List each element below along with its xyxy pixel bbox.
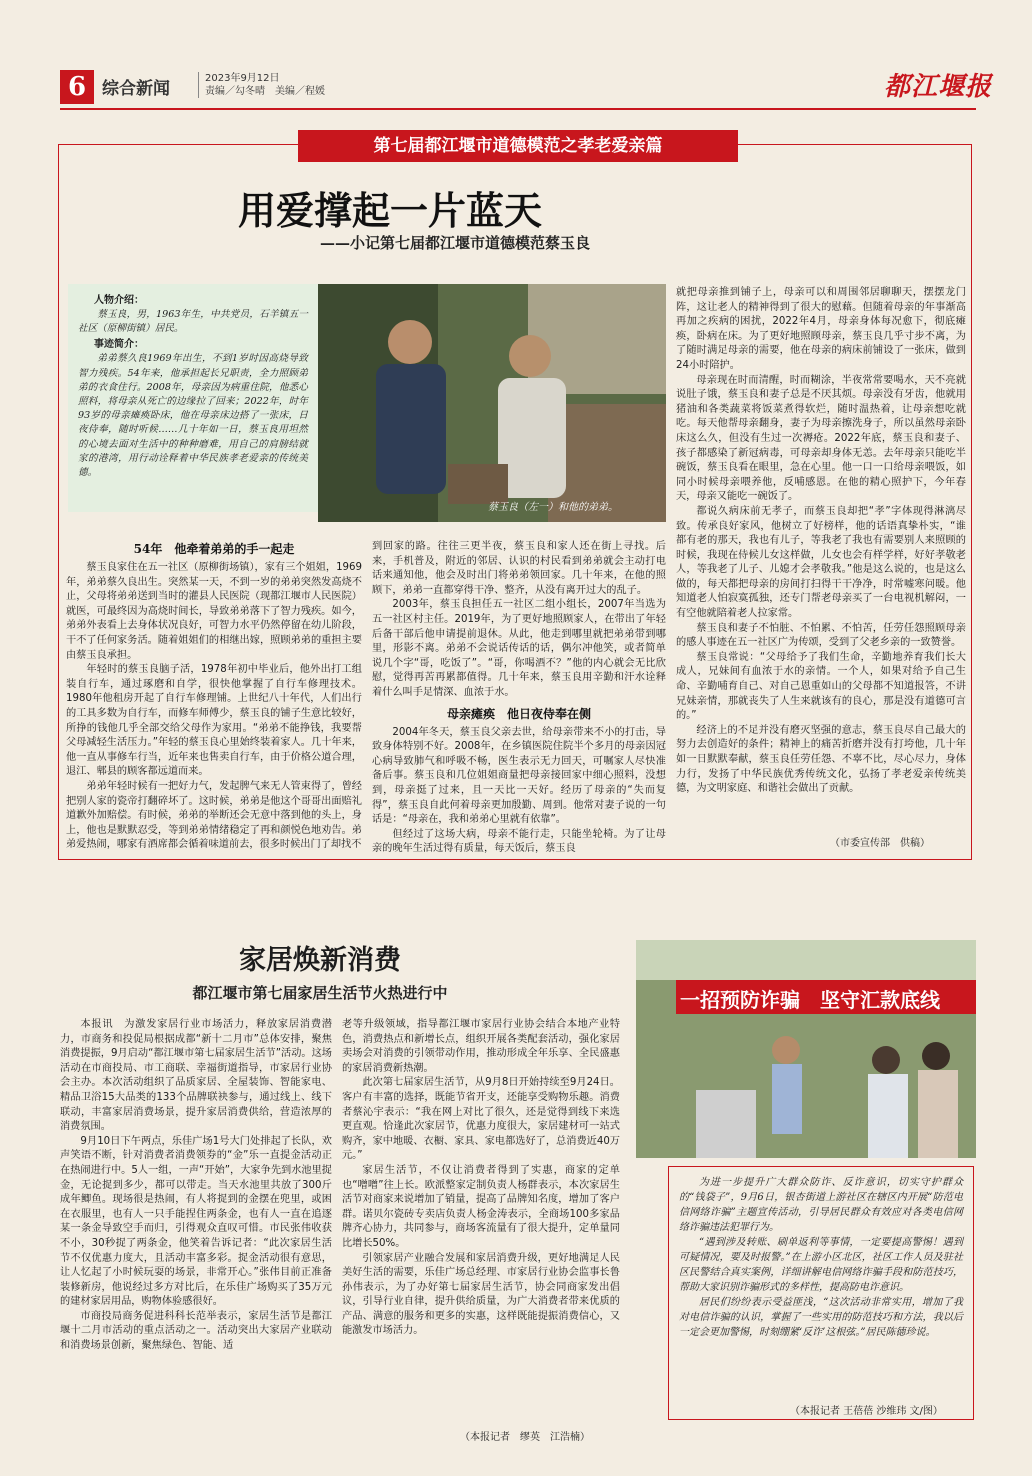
person-intro-box [68, 284, 318, 512]
anti-fraud-banner-text: 一招预防诈骗 坚守汇款底线 [680, 988, 940, 1012]
editor-credit: 责编／勾冬晴 美编／程媛 [205, 86, 325, 97]
brothers-photo-illustration [318, 284, 666, 522]
paragraph: 9月10日下午两点，乐佳广场1号大门处排起了长队，欢声笑语不断，针对消费者消费领券的“金”乐一直提金活动正在热闹进行中。5人一组，一声“开始”，大家争先到水池里捉金，无论捉到多少，都可以带走。当天水池里共放了300斤成年鲫鱼。现场很是热闹，有人将捉到的金摆在兜里，或困在衣服里，也有人一只手能捏住两条金，也有人一直在追逐某一条金导致空手而归，引得观众直叹可惜。市民张伟收获不小，30秒捉了两条金，他笑着告诉记者：“此次家居生活节不仅优惠力度大，且活动丰富多彩。捉金活动很有意思，让人忆起了小时候玩耍的场景，非常开心。”张伟目前正准备装修新房，他说经过多方对比后，在乐佳广场购买了35万元的建材家居用品，购物体验感很好。 [60, 1135, 332, 1308]
paragraph: 年轻时的蔡玉良脑子活，1978年初中毕业后，他外出打工组装自行车，通过琢磨和自学，很快他掌握了自行车修理技术。1980年他租房开起了自行车修理铺。上世纪八十年代，人们出行的工具多数为自行车，而修车师傅少，蔡玉良的铺子生意比较好，所挣的钱他几乎全部交给父母作为家用。“弟弟不能挣钱，我要帮父母减轻生活压力。”年轻的蔡玉良心里始终装着家人。几十年来，他一直从事修车行当，近年来也售卖自行车，由于价格公道合理，退江、郫县的顾客都远道而来。 [66, 664, 362, 778]
feature-column-1 [66, 540, 362, 856]
anti-fraud-photo [636, 940, 976, 1158]
paragraph: 弟弟年轻时候有一把好力气，发起脾气来无人管束得了，曾经把别人家的瓷帝打翻碎坏了。这时候，弟弟是他这个哥哥出面赔礼道歉外加赔偿。有时候，弟弟的举断还会无意中落到他的头上，身上，他也是默默忍受，等到弟弟情绪稳定了再和颜悦色地劝告。弟弟爱热闹，哪家有酒席都会循着味道前去，很多时候出门了却找不 [66, 780, 362, 851]
summary-label: 事迹简介： [94, 339, 144, 351]
paragraph: 蔡玉良常说：“父母给予了我们生命，辛勤地养育我们长大成人，兄妹间有血浓于水的亲情。一个人，如果对给予自己生命、辛勤哺育自己、对自己恩重如山的父母都不知道报答，不讲兄妹亲情，那就丧失了人生来就该有的良心，那是没有道德可言的。” [676, 651, 966, 722]
summary-text: 弟弟蔡久良1969年出生，不到1岁时因高烧导致智力残疾。54年来，他承担起长兄职责，全力照顾弟弟的衣食住行。2008年，母亲因为病重住院，他悉心照料，将母亲从死亡的边缘拉了回来；2022年，时年93岁的母亲瘫痪卧床，他在母亲床边搭了一张床，日夜侍奉，随时听候……几十年如一日，蔡玉良用坦然的心境去面对生活中的种种磨难，用自己的肩膀结就家的港湾，用行动诠释着中华民族孝老爱亲的传统美德。 [78, 353, 308, 479]
subheading-mother: 母亲瘫痪 他日夜侍奉在侧 [446, 706, 591, 721]
paragraph: 此次第七届家居生活节，从9月8日开始持续至9月24日。客户有丰富的选择，既能节省开支，还能享受购物乐趣。消费者蔡沁宇表示：“我在网上对比了很久，还是觉得到线下来选更直观。恰逢此次家居节，优惠力度很大，家居建材可一站式购齐，家中地暖、衣橱、家具、家电都选好了，总消费近40万元。” [342, 1077, 620, 1162]
paragraph: 经济上的不足并没有磨灭坚强的意志，蔡玉良尽自己最大的努力去创造好的条件；精神上的痛苦折磨并没有打垮他，几十年如一日默默奉献，蔡玉良任劳任怨、不辜不比，尽心尽力，身体力行，发扬了中华民族优秀传统文化，弘扬了孝老爱亲传统美德，为文明家庭、和谐社会做出了贡献。 [676, 724, 966, 795]
news-title: 家居焕新消费 [239, 945, 401, 976]
intro-text: 蔡玉良，男，1963年生，中共党员，石羊镇五一社区（原柳街镇）居民。 [78, 309, 308, 335]
feature-signature: （市委宣传部 供稿） [830, 838, 930, 849]
feature-subtitle: ——小记第七届都江堰市道德模范蔡玉良 [320, 234, 591, 252]
paragraph: 就把母亲推到铺子上，母亲可以和周围邻居聊聊天，摆摆龙门阵，这让老人的精神得到了很大的慰藉。但随着母亲的年事渐高再加之疾病的困扰，2022年4月，母亲身体每况愈下，彻底瘫痪，卧病在床。为了更好地照顾母亲，蔡玉良几乎寸步不离，为了随时满足母亲的需要，他在母亲的病床前铺设了一张床，做到24小时陪护。 [676, 287, 966, 371]
date-editor-box [198, 72, 325, 98]
newspaper-logo: 都江堰报 [884, 72, 993, 102]
paragraph: 为进一步提升广大群众防诈、反诈意识，切实守护群众的“钱袋子”，9月6日，银杏街道上游社区在辖区内开展“防范电信网络诈骗”主题宣传活动，引导居民群众有效应对各类电信网络诈骗违法犯罪行为。 [679, 1177, 963, 1233]
paragraph: 居民们纷纷表示受益匪浅，“这次活动非常实用，增加了我对电信诈骗的认识，掌握了一些实用的防范技巧和方法，我以后一定会更加警惕，时刻绷紧‘反诈’这根弦。”居民陈德珍说。 [679, 1297, 963, 1338]
paragraph: 老等升级领域，指导都江堰市家居行业协会结合本地产业特色，消费热点和新增长点，组织开展各类配套活动，强化家居卖场会对消费的引领带动作用，推动形成全年乐享、全民盛惠的家居消费新热潮。 [342, 1019, 620, 1074]
feature-column-2 [372, 540, 666, 856]
paragraph: 都说久病床前无孝子，而蔡玉良却把“孝”字体现得淋漓尽致。传承良好家风，他树立了好榜样，他的话语真挚朴实，“谁都有老的那天，我也有儿子，等我老了我也有需要别人来照顾的时候，我现在侍候儿女这样做，儿女也会有样学样，好好孝敬老人，等我老了儿子、儿媳才会孝敬我。”他是这么说的，也是这么做的，每天都把母亲的房间打扫得干干净净，时常嘘寒问暖。他知道老人怕寂寞孤独，还专门帮老母亲买了一台电视机解闷，一有空他就陪着老人拉家常。 [676, 505, 966, 620]
anti-fraud-credit: （本报记者 王蓓蓓 沙维玮 文/图） [790, 1406, 943, 1417]
paragraph: 蔡玉良家住在五一社区（原柳街场镇），家有三个姐姐，1969年，弟弟蔡久良出生。突然某一天，不到一岁的弟弟突然发高烧不止，父母将弟弟送到当时的灌县人民医院（现都江堰市人民医院）就医，可最终因为高烧时间长，导致弟弟落下了智力残疾。如今，弟弟外表看上去身体状况良好，可智力水平仍然停留在幼儿阶段，干不了任何家务活。随着姐姐们的相继出嫁，照顾弟弟的重担主要由蔡玉良承担。 [66, 562, 362, 661]
paragraph: 市商投局商务促进科科长范举表示，家居生活节是都江堰十二月市活动的重点活动之一。活动突出大家居产业联动和消费场景创新，聚焦绿色、智能、适 [60, 1310, 332, 1352]
feature-title: 用爱撑起一片蓝天 [237, 189, 542, 233]
news-subtitle: 都江堰市第七届家居生活节火热进行中 [192, 984, 448, 1002]
paragraph: 但经过了这场大病，母亲不能行走，只能坐轮椅。为了让母亲的晚年生活过得有质量，每天饭后，蔡玉良 [372, 828, 666, 855]
paragraph: “遇到涉及转账、刷单返利等事情，一定要提高警惕！遇到可疑情况，要及时报警。”在上游小区北区，社区工作人员及驻社区民警结合真实案例，详细讲解电信网络诈骗手段和防范技巧，帮助大家识别诈骗形式的多样性，提高防电诈意识。 [679, 1237, 963, 1293]
page-number: 6 [60, 70, 94, 104]
anti-fraud-text [669, 1167, 973, 1348]
anti-fraud-box [668, 1166, 974, 1420]
paragraph: 家居生活节，不仅让消费者得到了实惠，商家的定单也“噌噌”往上长。欧派整家定制负责人杨群表示，本次家居生活节对商家来说增加了销量，提高了品牌知名度，增加了客户群。诺贝尔瓷砖专卖店负责人杨金涛表示，全商场100多家品牌齐心协力，共同参与，商场客流量有了很大提升，定单量同比增长50%。 [342, 1164, 620, 1249]
section-title: 综合新闻 [102, 79, 170, 99]
paragraph: 2003年，蔡玉良担任五一社区二组小组长，2007年当选为五一社区村主任。2019年，为了更好地照顾家人，在带出了年轻后备干部后他申请提前退休。从此，他走到哪里就把弟弟带到哪里，形影不离。弟弟不会说话传话的话，偶尔冲他笑，或者简单说几个字“哥，吃饭了”。“哥，你喝酒不？”他的内心就会无比欣慰，觉得再苦再累都值得。几十年来，蔡玉良用辛勤和汗水诠释着什么叫手足情深、血浓于水。 [372, 599, 666, 698]
paragraph: 2004年冬天，蔡玉良父亲去世，给母亲带来不小的打击，导致身体特别不好。2008年，在乡镇医院住院半个多月的母亲因冠心病导致肺气和呼吸不畅，医生表示无力回天，可嘱家人尽快准备后事。蔡玉良和几位姐姐商量把母亲接回家中细心照料，没想到，母亲挺了过来，且一天比一天好。经历了母亲的“失而复得”，蔡玉良自此何着母亲更加殷勤、周到。他常对妻子说的一句话是：“母亲在，我和弟弟心里就有依靠”。 [372, 726, 666, 826]
paragraph: 引领家居产业融合发展和家居消费升级，更好地满足人民美好生活的需要，乐佳广场总经理、市家居行业协会监事长鲁孙伟表示，为了办好第七届家居生活节，协会同商家发出倡议，引导行业自律，提升供给质量，为广大消费者带来优质的产品、满意的服务和更多的实惠，这样既能提振消费信心，又能激发市场活力。 [342, 1252, 620, 1337]
anti-fraud-photo-illustration [636, 940, 976, 1158]
intro-label: 人物介绍： [94, 295, 144, 306]
issue-date: 2023年9月12日 [205, 73, 280, 84]
feature-photo [318, 284, 666, 522]
photo-caption: 蔡玉良（左一）和他的弟弟。 [488, 502, 618, 513]
feature-banner: 第七届都江堰市道德模范之孝老爱亲篇 [298, 130, 738, 162]
paragraph: 蔡玉良和妻子不怕脏、不怕累、不怕苦，任劳任怨照顾母亲的感人事迹在五一社区广为传颂，受到了父老乡亲的一致赞誉。 [676, 622, 966, 649]
paragraph: 母亲现在时而清醒，时而糊涂，半夜常常要喝水，天不亮就说肚子饿，蔡玉良和妻子总是不厌其烦。母亲没有牙齿，他就用猪油和各类蔬菜将饭菜煮得软烂，随时温热着，让母亲想吃就吃。每天他帮母亲翻身，妻子为母亲擦洗身子，所以虽然母亲卧床这么久，但没有生过一次褥疮。2022年底，蔡玉良和妻子、孩子都感染了新冠病毒，可母亲却身体无恙。去年母亲只能吃半碗饭，蔡玉良看在眼里，急在心里。他一口一口给母亲喂饭，如同小时候母亲喂养他，反哺感恩。在他的精心照护下，今年春天，母亲又能吃一碗饭了。 [676, 374, 966, 503]
header-rule [60, 108, 976, 110]
news-column-2 [342, 1018, 620, 1422]
subheading-54-years: 54年 他牵着弟弟的手一起走 [133, 542, 295, 556]
paragraph: 本报讯 为激发家居行业市场活力，释放家居消费潜力，市商务和投促局根据成都“新十二月市”总体安排，聚焦消费提振，9月启动“都江堰市第七届家居生活节”活动。这场活动在市商投局、市工商联、幸福街道指导，市家居行业协会主办。本次活动组织了品质家居、全屋装饰、智能家电、精品卫浴15大品类的133个品牌联袂参与，通过线上、线下联动，丰富家居消费场景，提升家居消费供给，营造浓厚的消费氛围。 [60, 1019, 332, 1133]
paragraph: 到回家的路。往往三更半夜，蔡玉良和家人还在街上寻找。后来，手机普及，附近的邻居、认识的村民看到弟弟就会主动打电话来通知他，他会及时出门将弟弟领回家。几十年来，在他的照顾下，弟弟一直都穿得干净、整齐，从没有离开过大的乱子。 [372, 541, 666, 596]
news-credit: （本报记者 缪英 江浩楠） [460, 1432, 590, 1443]
feature-column-3 [676, 286, 966, 832]
news-column-1 [60, 1018, 332, 1422]
